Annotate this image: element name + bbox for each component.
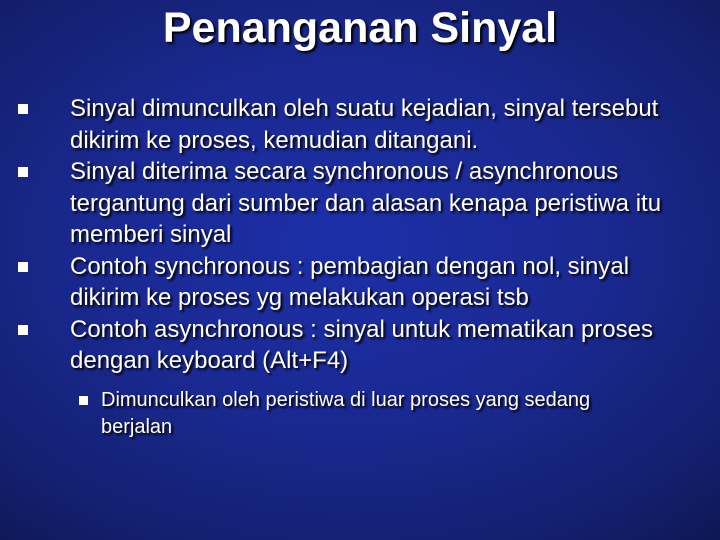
sub-bullet-text: Dimunculkan oleh peristiwa di luar proses yang sedang berjalan xyxy=(101,388,591,438)
sub-bullet-item xyxy=(101,387,661,441)
bullet-list xyxy=(70,93,700,438)
bullet-text: Contoh synchronous : pembagian dengan nol, sinyal dikirim ke proses yg melakukan operasi tsb xyxy=(70,252,630,311)
bullet-item xyxy=(70,314,700,438)
square-bullet-icon xyxy=(18,262,28,272)
square-bullet-icon xyxy=(18,167,28,177)
square-bullet-icon xyxy=(18,104,28,114)
bullet-text: Contoh asynchronous : sinyal untuk mematikan proses dengan keyboard (Alt+F4) xyxy=(70,315,653,374)
bullet-item xyxy=(70,93,700,156)
square-bullet-icon xyxy=(79,396,88,405)
bullet-item xyxy=(70,156,700,251)
bullet-item xyxy=(70,251,700,314)
bullet-text: Sinyal diterima secara synchronous / asynchronous tergantung dari sumber dan alasan kenapa peristiwa itu memberi sinyal xyxy=(70,158,662,248)
sub-bullet-list xyxy=(101,387,661,441)
bullet-text: Sinyal dimunculkan oleh suatu kejadian, sinyal tersebut dikirim ke proses, kemudian ditangani. xyxy=(70,95,659,154)
square-bullet-icon xyxy=(18,325,28,335)
slide-title: Penanganan Sinyal xyxy=(162,4,558,52)
